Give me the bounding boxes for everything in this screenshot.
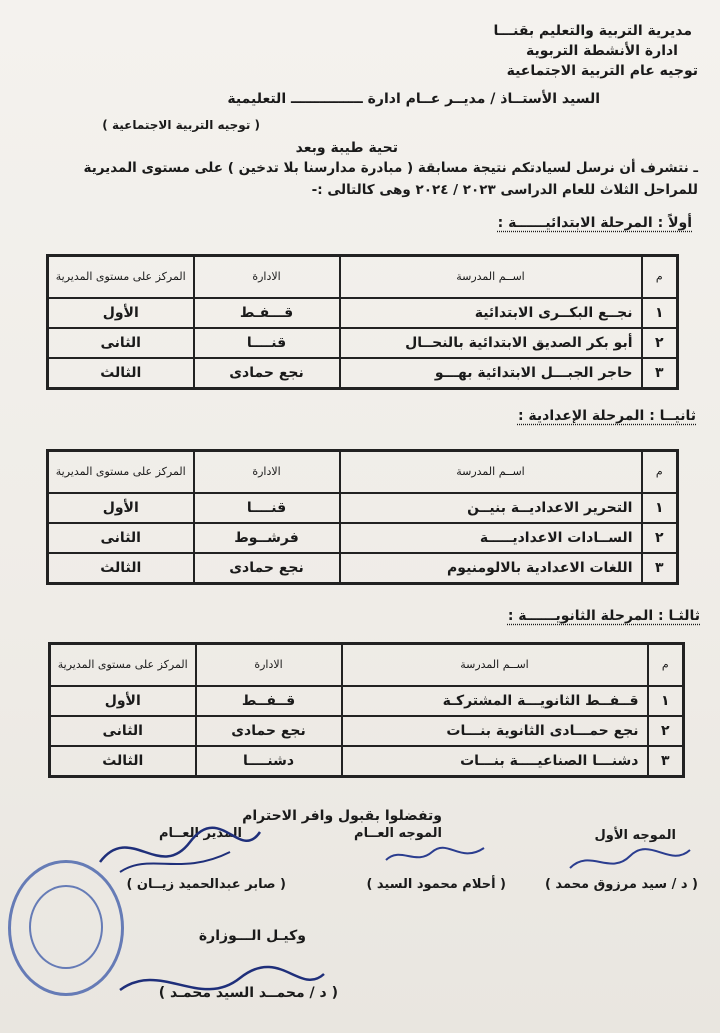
row-rank: الثالث bbox=[48, 553, 194, 584]
row-dept: نجع حمادى bbox=[194, 358, 340, 389]
row-num: ٢ bbox=[642, 523, 678, 553]
row-rank: الثانى bbox=[48, 328, 194, 358]
table-row bbox=[50, 746, 684, 777]
table-row bbox=[48, 523, 678, 553]
row-dept: قنــــا bbox=[194, 328, 340, 358]
section-title-primary: أولاً : المرحلة الابتدائيــــــة : bbox=[497, 215, 692, 231]
col-dept-header: الادارة bbox=[196, 644, 342, 687]
row-school: نجــع البكــرى الابتدائية bbox=[340, 298, 642, 328]
table-row bbox=[50, 716, 684, 746]
table-secondary bbox=[48, 642, 685, 778]
table-header-row bbox=[50, 644, 684, 687]
row-rank: الأول bbox=[50, 686, 196, 716]
section-title-secondary: ثالثـا : المرحلة الثانويــــــة : bbox=[507, 608, 700, 624]
row-school: أبو بكر الصديق الابتدائية بالنحــال bbox=[340, 328, 642, 358]
general-director-name: ( صابر عبدالحميد زيــان ) bbox=[126, 877, 286, 892]
table-row bbox=[48, 298, 678, 328]
col-dept-header: الادارة bbox=[194, 256, 340, 299]
col-dept-header: الادارة bbox=[194, 451, 340, 494]
signature-scribble-director bbox=[90, 822, 270, 882]
header-line-2: ادارة الأنشطة التربوية bbox=[526, 43, 678, 59]
header-line-1: مديرية التربية والتعليم بقنـــا bbox=[493, 23, 692, 39]
general-director-title: المدير العــام bbox=[158, 826, 242, 841]
row-rank: الثالث bbox=[50, 746, 196, 777]
table-header-row bbox=[48, 256, 678, 299]
col-school-header: اســم المدرسة bbox=[340, 451, 642, 494]
col-school-header: اســم المدرسة bbox=[340, 256, 642, 299]
row-num: ٢ bbox=[642, 328, 678, 358]
row-num: ١ bbox=[642, 493, 678, 523]
first-supervisor-title: الموجه الأول bbox=[594, 828, 676, 843]
body-line-1: ـ نتشرف أن نرسل لسيادتكم نتيجة مسابقة ( مبادرة مدارسنا بلا تدخين ) على مستوى المديرية bbox=[83, 160, 698, 176]
deputy-minister-name: ( د / محمــد السيد محمـد ) bbox=[158, 985, 338, 1001]
row-dept: قـــفـط bbox=[194, 298, 340, 328]
greeting: تحية طيبة وبعد bbox=[295, 140, 398, 156]
section-title-preparatory: ثانيــا : المرحلة الإعدادية : bbox=[517, 408, 696, 424]
col-rank-header: المركز على مستوى المديرية bbox=[48, 451, 194, 494]
row-school: التحرير الاعداديــة بنيــن bbox=[340, 493, 642, 523]
row-num: ٢ bbox=[648, 716, 684, 746]
row-school: الســادات الاعداديـــــة bbox=[340, 523, 642, 553]
general-supervisor-title: الموجه العــام bbox=[354, 826, 442, 841]
row-school: اللغات الاعدادية بالالومنيوم bbox=[340, 553, 642, 584]
row-num: ١ bbox=[648, 686, 684, 716]
col-rank-header: المركز على مستوى المديرية bbox=[50, 644, 196, 687]
row-num: ١ bbox=[642, 298, 678, 328]
table-row bbox=[48, 328, 678, 358]
table-row bbox=[48, 553, 678, 584]
official-stamp-icon bbox=[8, 860, 124, 996]
col-school-header: اســم المدرسة bbox=[342, 644, 648, 687]
table-primary bbox=[46, 254, 679, 390]
row-rank: الأول bbox=[48, 298, 194, 328]
row-school: دشنـــا الصناعيــــة بنـــات bbox=[342, 746, 648, 777]
signature-scribble-general bbox=[380, 840, 490, 870]
col-num-header: م bbox=[642, 256, 678, 299]
row-dept: فرشــوط bbox=[194, 523, 340, 553]
table-row bbox=[48, 493, 678, 523]
closing-line: وتفضلوا بقبول وافر الاحترام bbox=[242, 808, 442, 824]
row-dept: نجع حمادى bbox=[194, 553, 340, 584]
signature-scribble-deputy bbox=[110, 960, 330, 1010]
row-dept: نجع حمادى bbox=[196, 716, 342, 746]
row-dept: دشنــــا bbox=[196, 746, 342, 777]
addressee-line: السيد الأستــاذ / مديــر عــام ادارة ـــــــــــــــ التعليمية bbox=[227, 91, 600, 107]
body-line-2: للمراحل الثلاث للعام الدراسى ٢٠٢٣ / ٢٠٢٤ وهى كالتالى :- bbox=[311, 182, 698, 198]
deputy-minister-title: وكيـل الـــوزارة bbox=[198, 928, 306, 944]
header-line-3: توجيه عام التربية الاجتماعية bbox=[506, 63, 698, 79]
row-dept: قــفــط bbox=[196, 686, 342, 716]
row-num: ٣ bbox=[648, 746, 684, 777]
table-preparatory bbox=[46, 449, 679, 585]
first-supervisor-name: ( د / سيد مرزوق محمد ) bbox=[544, 877, 698, 892]
col-num-header: م bbox=[648, 644, 684, 687]
table-row bbox=[50, 686, 684, 716]
row-rank: الثانى bbox=[48, 523, 194, 553]
row-school: قــفــط الثانويـــة المشتركـة bbox=[342, 686, 648, 716]
table-header-row bbox=[48, 451, 678, 494]
row-dept: قنــــا bbox=[194, 493, 340, 523]
row-rank: الأول bbox=[48, 493, 194, 523]
col-num-header: م bbox=[642, 451, 678, 494]
row-rank: الثانى bbox=[50, 716, 196, 746]
row-num: ٣ bbox=[642, 553, 678, 584]
signature-scribble-first bbox=[560, 838, 700, 878]
row-school: نجع حمـــادى الثانوية بنـــات bbox=[342, 716, 648, 746]
table-row bbox=[48, 358, 678, 389]
row-school: حاجر الجبـــل الابتدائية بهـــو bbox=[340, 358, 642, 389]
row-rank: الثالث bbox=[48, 358, 194, 389]
department-line: ( توجيه التربية الاجتماعية ) bbox=[102, 118, 260, 132]
col-rank-header: المركز على مستوى المديرية bbox=[48, 256, 194, 299]
general-supervisor-name: ( أحلام محمود السيد ) bbox=[366, 877, 506, 892]
row-num: ٣ bbox=[642, 358, 678, 389]
